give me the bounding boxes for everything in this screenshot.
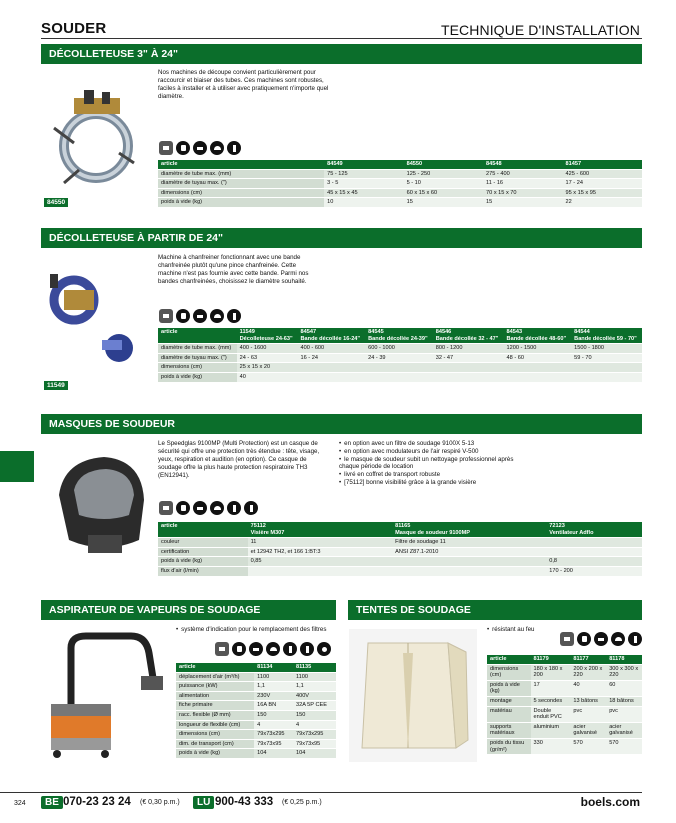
- table-cell: acier galvanisé: [570, 722, 606, 738]
- person-icon: [227, 501, 241, 515]
- row-label: dimensions (cm): [176, 730, 254, 740]
- table-row: [158, 557, 642, 567]
- person-icon: [227, 141, 241, 155]
- table-cell: 60: [606, 680, 642, 696]
- table-cell: 1,1: [254, 682, 293, 692]
- helmet-icon: [210, 141, 224, 155]
- table-cell: 15: [483, 198, 562, 208]
- row-label: puissance (kW): [176, 682, 254, 692]
- table-row: [158, 198, 642, 208]
- table-cell: 84546 Bande décollée 32 - 47": [433, 328, 504, 344]
- row-label: couleur: [158, 538, 248, 548]
- table-cell: 1500 - 1800: [571, 344, 642, 354]
- table-row: [176, 720, 336, 730]
- bevel-machine-image: [44, 260, 144, 370]
- row-label: flux d'air (l/min): [158, 566, 248, 576]
- product-description: Le Speedglas 9100MP (Multi Protection) est un casque de sécurité qui offre une protection très étendue : tête, visage, yeux, respiration et audition (en option). Ce casque de soudage offre la plus haute protection respiratoire TH3 (EN12941).: [158, 440, 320, 479]
- table-cell: 81457: [563, 160, 642, 169]
- table-cell: 11 - 16: [483, 179, 562, 189]
- table-cell: et 12942 TH2, et 166 1:BT:3: [248, 547, 393, 557]
- table-cell: 59 - 70: [571, 353, 642, 363]
- table-cell: 300 x 300 x 220: [606, 664, 642, 680]
- table-cell: aluminium: [531, 722, 571, 738]
- list-item: • [75112] bonne visibilité grâce à la grande visière: [339, 479, 529, 487]
- plug-icon: [317, 642, 331, 656]
- table-cell: 1200 - 1500: [504, 344, 572, 354]
- tool-icon: [249, 642, 263, 656]
- hand-icon: [176, 141, 190, 155]
- row-label: poids à vide (kg): [487, 680, 531, 696]
- row-label: article: [158, 160, 324, 169]
- table-cell: 330: [531, 738, 571, 754]
- row-label: déplacement d'air (m³/h): [176, 672, 254, 682]
- table-cell: 17 - 24: [563, 179, 642, 189]
- person-icon: [244, 501, 258, 515]
- table-cell: [298, 372, 366, 382]
- table-cell: 81178: [606, 655, 642, 664]
- table-row: [176, 739, 336, 749]
- page-title: SOUDER: [41, 20, 107, 37]
- table-row: [487, 706, 642, 722]
- table-row: [487, 680, 642, 696]
- row-label: supports matériaux: [487, 722, 531, 738]
- row-label: diamètre de tuyau max. ("): [158, 179, 324, 189]
- table-cell: pvc: [606, 706, 642, 722]
- table-cell: 48 - 60: [504, 353, 572, 363]
- table-cell: 3 - 5: [324, 179, 403, 189]
- table-cell: 104: [254, 749, 293, 759]
- person-icon: [283, 642, 297, 656]
- feature-icons: [159, 501, 258, 515]
- page-number: 324: [14, 800, 26, 807]
- table-cell: 275 - 400: [483, 169, 562, 179]
- table-row: [158, 547, 642, 557]
- table-cell: 79x73x295: [254, 730, 293, 740]
- table-row: [487, 738, 642, 754]
- row-label: diamètre de tube max. (mm): [158, 344, 237, 354]
- table-cell: 600 - 1000: [365, 344, 433, 354]
- section-bar-decolleteuse-24: DÉCOLLETEUSE À PARTIR DE 24": [41, 228, 642, 248]
- table-cell: [546, 538, 642, 548]
- phone-lu: 900-43 333: [215, 796, 274, 808]
- row-label: poids à vide (kg): [176, 749, 254, 759]
- country-badge-lu: LU: [193, 796, 214, 809]
- spec-table-tentes: [487, 655, 642, 755]
- hand-icon: [176, 309, 190, 323]
- row-label: dim. de transport (cm): [176, 739, 254, 749]
- table-cell: 79x73x95: [254, 739, 293, 749]
- hand-icon: [232, 642, 246, 656]
- price-be: (€ 0,30 p.m.): [140, 799, 180, 806]
- row-label: poids du tissu (gr/m²): [487, 738, 531, 754]
- feature-icons: [159, 309, 241, 323]
- article-badge: 84550: [44, 198, 68, 207]
- helmet-icon: [266, 642, 280, 656]
- row-label: montage: [487, 696, 531, 706]
- table-cell: 81165 Masque de soudeur 9100MP: [392, 522, 546, 538]
- table-cell: 79x73x95: [293, 739, 336, 749]
- table-cell: [298, 363, 366, 373]
- table-cell: [571, 363, 642, 373]
- table-cell: 0,8: [546, 557, 642, 567]
- table-cell: 400V: [293, 691, 336, 701]
- table-cell: 84548: [483, 160, 562, 169]
- table-cell: pvc: [570, 706, 606, 722]
- table-cell: 570: [606, 738, 642, 754]
- table-cell: 84544 Bande décollée 59 - 70": [571, 328, 642, 344]
- welding-helmet-image: [44, 445, 154, 565]
- rental-icon: [159, 501, 173, 515]
- tool-icon: [193, 141, 207, 155]
- table-cell: 81135: [293, 663, 336, 672]
- row-label: poids à vide (kg): [158, 372, 237, 382]
- table-cell: 84547 Bande décollée 16-24": [298, 328, 366, 344]
- row-label: longueur de flexible (cm): [176, 720, 254, 730]
- table-cell: [392, 566, 546, 576]
- hand-icon: [176, 501, 190, 515]
- table-cell: 75 - 125: [324, 169, 403, 179]
- table-row: [158, 353, 642, 363]
- table-cell: 60 x 15 x 60: [404, 188, 483, 198]
- section-bar-aspirateur: ASPIRATEUR DE VAPEURS DE SOUDAGE: [41, 600, 336, 620]
- table-row: [158, 169, 642, 179]
- table-row: [176, 691, 336, 701]
- table-cell: 170 - 200: [546, 566, 642, 576]
- table-cell: 40: [570, 680, 606, 696]
- row-label: poids à vide (kg): [158, 198, 324, 208]
- table-cell: 230V: [254, 691, 293, 701]
- table-cell: 800 - 1200: [433, 344, 504, 354]
- list-item: • résistant au feu: [487, 626, 637, 634]
- rental-icon: [159, 309, 173, 323]
- list-item: • système d'indication pour le remplacement des filtres: [176, 626, 346, 634]
- table-cell: 24 - 39: [365, 353, 433, 363]
- spec-table-decolleteuse-24: [158, 328, 642, 383]
- table-cell: [504, 363, 572, 373]
- row-label: diamètre de tuyau max. ("): [158, 353, 237, 363]
- table-row: [176, 682, 336, 692]
- table-row: [176, 672, 336, 682]
- product-description: Nos machines de découpe convient particulièrement pour raccourcir et biaiser des tubes. Ces machines sont robustes, faciles à installer et à utiliser avec pratiquement n'importe quel diamètre.: [158, 69, 329, 100]
- table-cell: 81179: [531, 655, 571, 664]
- section-bar-decolleteuse-3-24: DÉCOLLETEUSE 3" À 24": [41, 44, 642, 64]
- table-cell: 150: [254, 710, 293, 720]
- table-cell: 40: [237, 372, 298, 382]
- row-label: diamètre de tube max. (mm): [158, 169, 324, 179]
- row-label: dimensions (cm): [158, 188, 324, 198]
- table-cell: 4: [254, 720, 293, 730]
- row-label: dimensions (cm): [158, 363, 237, 373]
- table-cell: ANSI Z87.1-2010: [392, 547, 546, 557]
- table-cell: 200 x 200 x 220: [570, 664, 606, 680]
- table-cell: 570: [570, 738, 606, 754]
- table-cell: 70 x 15 x 70: [483, 188, 562, 198]
- table-cell: [365, 372, 433, 382]
- product-description: Machine à chanfreiner fonctionnant avec une bande chanfreinée plutôt qu'une pince chanfreinée. Cette machine n'est pas fournie avec cette bande. Parmi nos bandes chanfreinées, choisissez le diamètre souhaité.: [158, 254, 309, 285]
- table-row: [158, 344, 642, 354]
- table-cell: 11549 Décolleteuse 24-63": [237, 328, 298, 344]
- feature-icons: [215, 642, 331, 656]
- row-label: matériau: [487, 706, 531, 722]
- table-cell: [365, 363, 433, 373]
- section-bar-tentes: TENTES DE SOUDAGE: [348, 600, 642, 620]
- table-cell: [433, 372, 504, 382]
- table-cell: 1100: [293, 672, 336, 682]
- article-badge: 11549: [44, 381, 68, 390]
- table-cell: 84549: [324, 160, 403, 169]
- table-cell: [546, 547, 642, 557]
- table-cell: 0,85: [248, 557, 393, 567]
- table-row: [176, 749, 336, 759]
- table-cell: 32 - 47: [433, 353, 504, 363]
- list-item: • livré en coffret de transport robuste: [339, 471, 529, 479]
- hand-icon: [577, 632, 591, 646]
- table-cell: 32A 5P CEE: [293, 701, 336, 711]
- table-row: [158, 538, 642, 548]
- feature-icons: [560, 632, 642, 646]
- header-rule: [41, 38, 642, 39]
- table-row: [158, 179, 642, 189]
- table-cell: 84550: [404, 160, 483, 169]
- row-label: poids à vide (kg): [158, 557, 248, 567]
- table-header: [176, 663, 336, 672]
- section-heading: TECHNIQUE D'INSTALLATION: [440, 22, 640, 38]
- row-label: article: [158, 522, 248, 538]
- spec-table-decolleteuse: [158, 160, 642, 208]
- table-cell: 400 - 600: [298, 344, 366, 354]
- table-cell: [433, 363, 504, 373]
- table-row: [176, 710, 336, 720]
- table-cell: 104: [293, 749, 336, 759]
- pipe-cutter-image: [44, 88, 144, 198]
- table-row: [158, 363, 642, 373]
- table-cell: 16A BN: [254, 701, 293, 711]
- table-cell: 17: [531, 680, 571, 696]
- row-label: fiche primaire: [176, 701, 254, 711]
- feature-list: [339, 440, 529, 487]
- table-header: [487, 655, 642, 664]
- table-cell: 1,1: [293, 682, 336, 692]
- table-row: [158, 188, 642, 198]
- table-cell: 25 x 15 x 20: [237, 363, 298, 373]
- spec-table-masques: [158, 522, 642, 577]
- table-cell: 84543 Bande décollée 48-60": [504, 328, 572, 344]
- table-cell: [392, 557, 546, 567]
- rental-icon: [159, 141, 173, 155]
- feature-icons: [159, 141, 241, 155]
- table-cell: 13 bâtons: [570, 696, 606, 706]
- table-cell: 95 x 15 x 95: [563, 188, 642, 198]
- table-cell: 84545 Bande décollée 24-39": [365, 328, 433, 344]
- table-cell: Double enduit PVC: [531, 706, 571, 722]
- row-label: article: [487, 655, 531, 664]
- row-label: certification: [158, 547, 248, 557]
- list-item: • le masque de soudeur subit un nettoyage professionnel après chaque période de location: [339, 456, 529, 472]
- table-cell: 180 x 180 x 200: [531, 664, 571, 680]
- table-cell: 15: [404, 198, 483, 208]
- table-cell: 11: [248, 538, 393, 548]
- table-cell: 18 bâtons: [606, 696, 642, 706]
- table-cell: 400 - 1600: [237, 344, 298, 354]
- table-row: [158, 566, 642, 576]
- helmet-icon: [210, 501, 224, 515]
- table-cell: 125 - 250: [404, 169, 483, 179]
- table-cell: [571, 372, 642, 382]
- table-cell: acier galvanisé: [606, 722, 642, 738]
- table-cell: 5 - 10: [404, 179, 483, 189]
- row-label: racc. flexible (Ø mm): [176, 710, 254, 720]
- rental-icon: [560, 632, 574, 646]
- tool-icon: [193, 309, 207, 323]
- person-icon: [227, 309, 241, 323]
- table-cell: 22: [563, 198, 642, 208]
- table-cell: 24 - 63: [237, 353, 298, 363]
- table-cell: Filtre de soudage 11: [392, 538, 546, 548]
- table-cell: [248, 566, 393, 576]
- list-item: • en option avec un filtre de soudage 9100X 5-13: [339, 440, 529, 448]
- table-row: [176, 701, 336, 711]
- chapter-tab: [0, 451, 34, 482]
- table-cell: 16 - 24: [298, 353, 366, 363]
- table-cell: 79x73x295: [293, 730, 336, 740]
- table-cell: 75112 Visière M307: [248, 522, 393, 538]
- website-link[interactable]: boels.com: [580, 795, 640, 809]
- table-cell: 45 x 15 x 45: [324, 188, 403, 198]
- footer-rule: [0, 792, 642, 793]
- country-badge-be: BE: [41, 796, 63, 809]
- table-cell: 81177: [570, 655, 606, 664]
- table-row: [158, 372, 642, 382]
- table-header: [158, 522, 642, 538]
- helmet-icon: [210, 309, 224, 323]
- table-header: [158, 328, 642, 344]
- table-cell: 10: [324, 198, 403, 208]
- row-label: alimentation: [176, 691, 254, 701]
- table-cell: 150: [293, 710, 336, 720]
- table-cell: [504, 372, 572, 382]
- row-label: article: [158, 328, 237, 344]
- price-lu: (€ 0,25 p.m.): [282, 799, 322, 806]
- table-row: [487, 696, 642, 706]
- table-cell: 4: [293, 720, 336, 730]
- table-cell: 81134: [254, 663, 293, 672]
- person-icon: [628, 632, 642, 646]
- row-label: article: [176, 663, 254, 672]
- rental-icon: [215, 642, 229, 656]
- table-header: [158, 160, 642, 169]
- person-icon: [300, 642, 314, 656]
- row-label: dimensions (cm): [487, 664, 531, 680]
- spec-table-aspirateur: [176, 663, 336, 759]
- table-cell: 5 secondes: [531, 696, 571, 706]
- table-cell: 425 - 600: [563, 169, 642, 179]
- phone-be: 070-23 23 24: [63, 796, 131, 808]
- section-bar-masques: MASQUES DE SOUDEUR: [41, 414, 642, 434]
- table-cell: 1100: [254, 672, 293, 682]
- table-row: [176, 730, 336, 740]
- list-item: • en option avec modulateurs de l'air respiré V-500: [339, 448, 529, 456]
- tool-icon: [594, 632, 608, 646]
- table-cell: 72123 Ventilateur Adflo: [546, 522, 642, 538]
- feature-list: [176, 626, 346, 634]
- fume-extractor-image: [41, 628, 171, 763]
- welding-tent-image: [348, 628, 478, 763]
- table-row: [487, 664, 642, 680]
- table-row: [487, 722, 642, 738]
- tool-icon: [193, 501, 207, 515]
- helmet-icon: [611, 632, 625, 646]
